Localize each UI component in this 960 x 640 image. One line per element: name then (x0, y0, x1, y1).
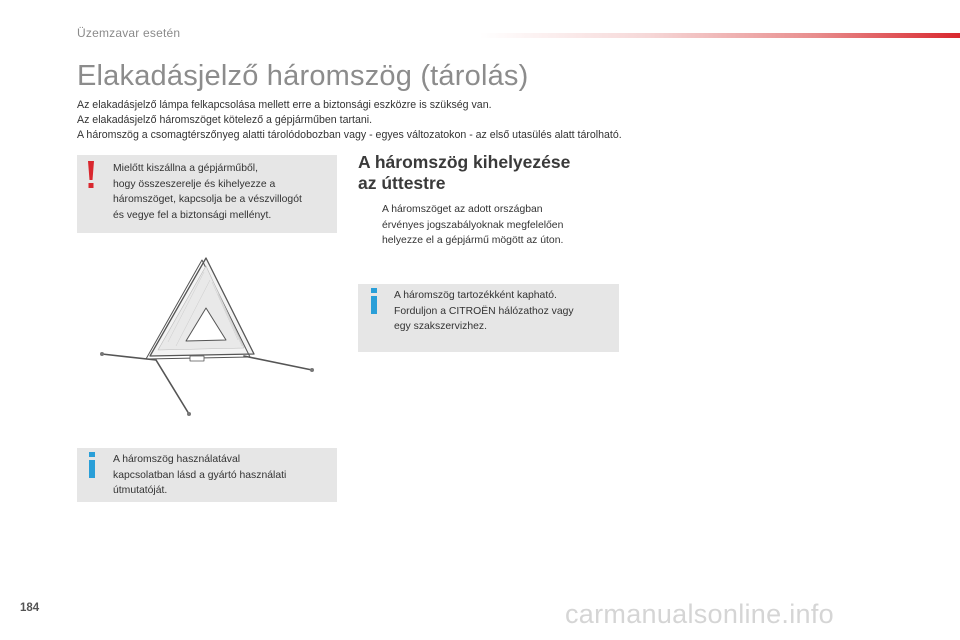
section-title-line: A háromszög kihelyezése (358, 152, 571, 172)
info-text-right (394, 288, 614, 335)
page-number: 184 (20, 602, 40, 614)
header-accent-bar (480, 33, 960, 38)
info-line: egy szakszervizhez. (394, 321, 487, 332)
header-section-label: Üzemzavar esetén (77, 26, 181, 40)
page-title: Elakadásjelző háromszög (tárolás) (77, 60, 529, 92)
warning-triangle-illustration (94, 252, 334, 427)
warning-line: Mielőtt kiszállna a gépjárműből, (113, 163, 258, 174)
info-line: A háromszög tartozékként kapható. (394, 290, 557, 301)
intro-line: A háromszög a csomagtérszőnyeg alatti tárolódobozban vagy - egyes változatokon - az első utasülés alatt tárolható. (77, 129, 622, 141)
info-text-left (113, 452, 328, 499)
info-icon (368, 288, 380, 314)
intro-paragraph (77, 98, 622, 143)
info-line: kapcsolatban lásd a gyártó használati (113, 469, 287, 481)
warning-line: hogy összeszerelje és kihelyezze a (113, 178, 276, 190)
bullet-line: helyezze el a gépjármű mögött az úton. (382, 235, 564, 246)
warning-line: háromszöget, kapcsolja be a vészvillogót (113, 194, 302, 205)
intro-line: Az elakadásjelző háromszöget kötelező a gépjárműben tartani. (77, 114, 373, 126)
exclamation-icon (84, 160, 98, 190)
info-icon (86, 452, 98, 478)
bullet-line: érvényes jogszabályoknak megfelelően (382, 219, 564, 231)
info-line: Forduljon a CITROËN hálózathoz vagy (394, 305, 574, 317)
warning-text (113, 161, 333, 223)
watermark: carmanualsonline.info (565, 599, 834, 629)
section-title (358, 152, 618, 194)
section-title-line: az úttestre (358, 173, 446, 193)
intro-line: Az elakadásjelző lámpa felkapcsolása mellett erre a biztonsági eszközre is szükség van. (77, 99, 492, 111)
bullet-line: A háromszöget az adott országban (382, 204, 543, 215)
info-line: A háromszög használatával (113, 454, 241, 465)
warning-line: és vegye fel a biztonsági mellényt. (113, 209, 272, 221)
bullet-text (382, 202, 617, 249)
info-line: útmutatóját. (113, 485, 168, 496)
